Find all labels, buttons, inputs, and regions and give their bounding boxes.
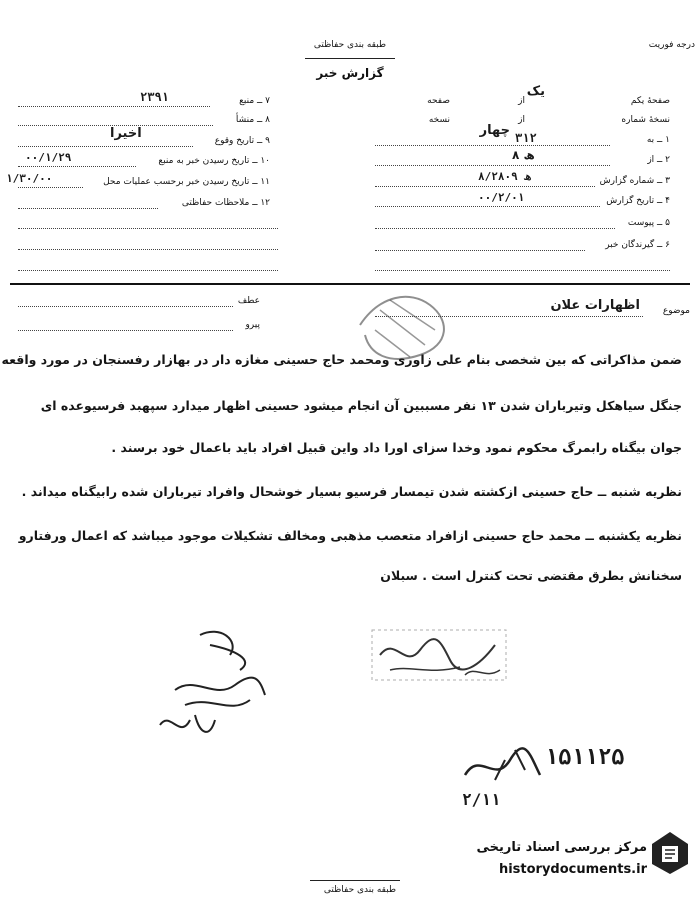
field-to-value: ۳۱۲ [515,131,537,145]
archive-logo-icon [650,830,690,876]
field-from-line [375,156,610,166]
archive-logo-url: historydocuments.ir [498,862,647,877]
field-to: ۱ ــ به [646,135,670,145]
handwritten-signature-right [370,625,510,685]
field-local-receipt-date-value: ۱/۳۰/۰۰ [6,172,53,185]
archive-sub-number: ۲/۱۱ [462,790,501,809]
reference-peyro-label: پیرو [245,320,260,330]
page-value: یک [526,84,545,99]
field-report-number: ۳ ــ شماره گزارش [599,176,670,186]
field-source-value: ۲۳۹۱ [140,90,169,104]
field-source-receipt-date: ۱۰ ــ تاریخ رسیدن خبر به منبع [158,156,270,166]
field-recipients-line [375,241,585,251]
handwritten-signature-left [140,620,280,760]
field-from: ۲ ــ از [647,155,670,165]
field-occurrence-date: ۹ ــ تاریخ وقوع [214,136,270,146]
archive-mark-scribble [455,740,545,790]
classification-label: طبقه بندی حفاظتی [313,40,387,50]
field-security-notes-line-2 [18,219,278,229]
body-line-3: جوان بیگناه رابمرگ محکوم نمود وخدا سزای اورا داد واین قبیل افراد باید باعمال خود برسند . [111,440,682,455]
field-recipients-line-2 [375,261,670,271]
field-source-line [18,97,210,107]
field-source: ۷ ــ منبع [239,96,270,106]
field-report-date: ۴ ــ تاریخ گزارش [606,196,670,206]
urgency-label: درجه فوریت [648,40,695,50]
reference-atf-label: عطف [237,296,260,306]
body-line-2: جنگل سیاهکل وتیرباران شدن ۱۳ نفر مسببین آن انجام میشود حسینی اظهار میدارد سپهبد فرسیوعده ای [40,398,682,413]
title-divider [305,58,395,59]
body-line-6: سخنانش بطرق مقتضی تحت کنترل است . سبلان [380,568,682,583]
footer-classification: طبقه بندی حفاظتی [323,885,397,895]
body-line-5: نظریه یکشنبه ــ محمد حاج حسینی ازافراد متعصب مذهبی ومخالف تشکیلات موجود میباشد که اعمال ورفتارو [18,528,682,543]
copy-value: چهار [479,123,510,138]
archive-number: ۱۵۱۱۲۵ [545,745,625,770]
body-line-4: نظریه شنبه ــ حاج حسینی ازکشته شدن تیمسار فرسیو بسیار خوشحال وافراد تیرباران شده رابیگناه میداند . [21,484,682,499]
field-recipients: ۶ ــ گیرندگان خبر [605,240,670,250]
field-security-notes-line-4 [18,261,278,271]
subject-value: اظهارات علان [550,298,640,313]
body-line-1: ضمن مذاکراتی که بین شخصی بنام علی زاوری ومحمد حاج حسینی مغازه دار در بهازار رفسنجان در مورد واقعه [1,352,682,367]
field-security-notes-line [18,199,158,209]
field-report-number-value: ۸/۲۸۰۹ ھ [478,170,531,183]
field-local-receipt-date: ۱۱ ــ تاریخ رسیدن خبر برحسب عملیات محل [103,177,270,187]
footer-divider [310,880,400,881]
field-page: صفحهٔ یکم یک از صفحه [427,84,670,106]
field-occurrence-date-line [18,137,193,147]
field-occurrence-date-value: اخیرا [110,126,142,141]
archive-logo [476,820,695,900]
field-copy: نسخهٔ شماره از نسخه چهار [428,115,670,138]
field-source-receipt-date-value: ۰۰/۱/۲۹ [25,151,72,164]
field-attachment: ۵ ــ پیوست [627,218,670,228]
field-origin: ۸ ــ منشأ [235,115,270,125]
field-from-value: ۸ ھ [512,148,535,162]
field-report-date-value: ۰۰/۲/۰۱ [478,191,525,204]
reference-peyro-line [18,321,233,331]
field-origin-line [18,116,213,126]
field-attachment-line [375,219,615,229]
field-security-notes-line-3 [18,240,278,250]
field-to-line [375,136,610,146]
reference-atf-line [18,297,233,307]
subject-label: موضوع [662,306,690,316]
archive-logo-text: مرکز بررسی اسناد تاریخی [476,840,647,855]
page-title: گزارش خبر [316,66,384,80]
field-security-notes: ۱۲ ــ ملاحظات حفاظتی [181,198,270,208]
